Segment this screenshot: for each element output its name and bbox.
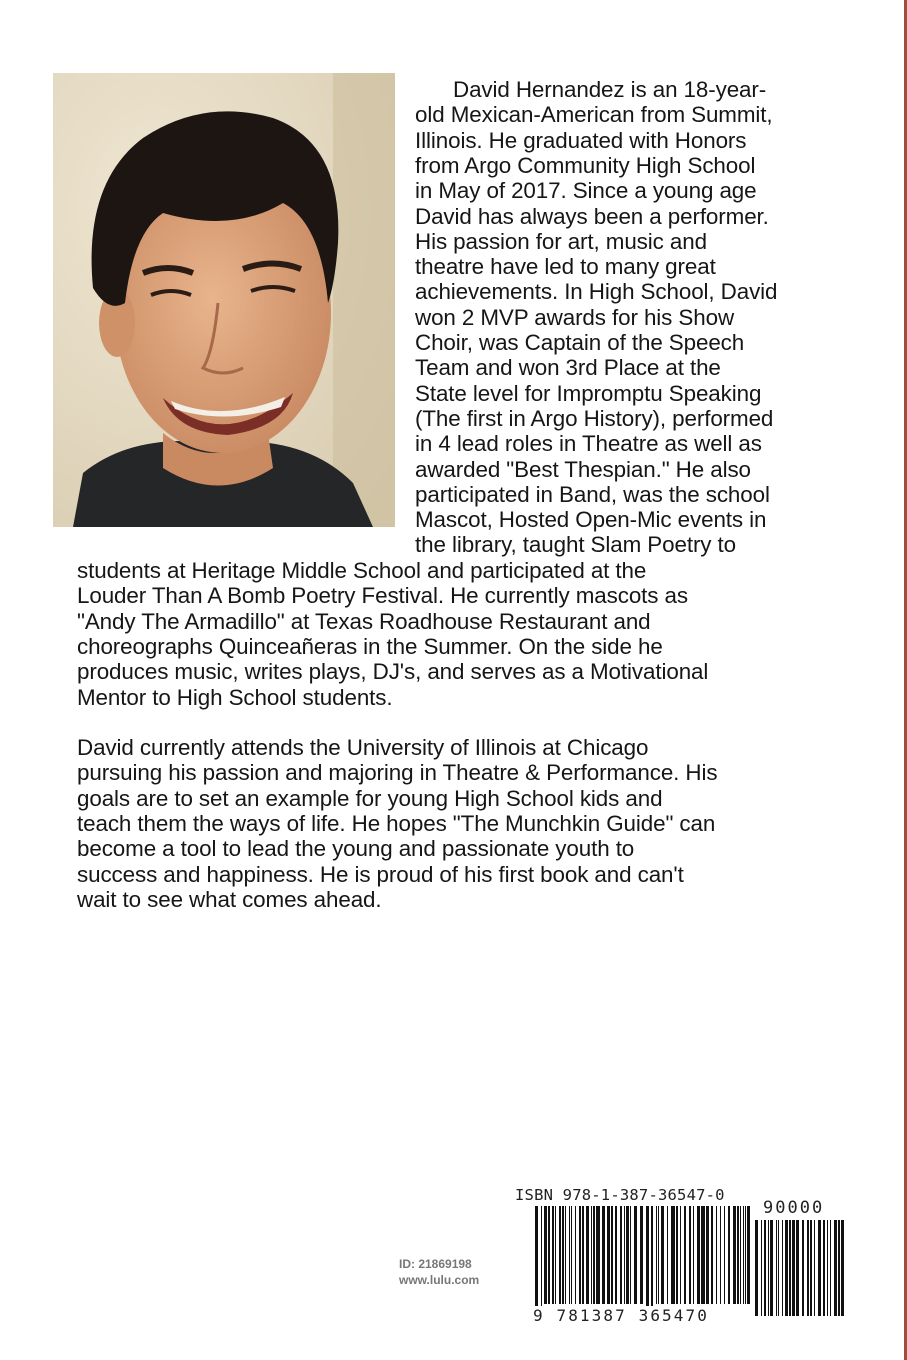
barcode-bar [743,1206,744,1304]
barcode-bar [697,1206,700,1304]
barcode-bar [693,1206,694,1304]
addon-bar [802,1220,804,1316]
bio-text-line: David currently attends the University of Illinois at Chicago [77,735,649,760]
barcode-bar [611,1206,613,1304]
barcode-bar [548,1206,550,1304]
bio-text-line: participated in Band, was the school [415,481,770,507]
barcode-bar [562,1206,564,1304]
barcode-bar [716,1206,717,1304]
addon-bar [796,1220,799,1316]
addon-bar [761,1220,762,1316]
barcode-bar [544,1206,547,1304]
barcode-bar [724,1206,725,1304]
barcode-bar [535,1206,538,1318]
barcode-bar [720,1206,721,1304]
addon-bar [814,1220,815,1316]
barcode-bar [747,1206,750,1304]
addon-bar [764,1220,766,1316]
barcode-bar [575,1206,576,1304]
bio-text-line: goals are to set an example for young High School kids and [77,785,663,811]
price-code: 90000 [763,1198,825,1218]
addon-bar [755,1220,758,1316]
addon-bar [792,1220,795,1316]
barcode-bar [733,1206,736,1304]
barcode-bar [711,1206,713,1304]
addon-bar [807,1220,809,1316]
addon-bar [782,1220,783,1316]
addon-bar [810,1220,812,1316]
barcode-bar [640,1206,643,1304]
barcode-bar [680,1206,681,1304]
barcode-bar [667,1206,668,1304]
barcode-bar [737,1206,739,1304]
barcode-bar [586,1206,589,1304]
addon-bar [827,1220,828,1316]
isbn-barcode [515,1186,845,1338]
bio-text-line: students at Heritage Middle School and participated at the [77,558,647,583]
bio-text-line: awarded "Best Thespian." He also [415,456,751,482]
barcode-bar [565,1206,566,1304]
barcode-bar [579,1206,581,1304]
addon-bar [770,1220,773,1316]
bio-text-line: Choir, was Captain of the Speech [415,330,745,355]
barcode-bar [607,1206,610,1304]
barcode-bar [624,1206,625,1304]
addon-bar [838,1220,840,1316]
barcode-bar [676,1206,678,1304]
barcode-bar [559,1206,561,1304]
bio-text-line: theatre have led to many great [415,254,716,280]
bio-text-line: His passion for art, music and [415,228,707,254]
barcode-bar [656,1206,657,1304]
addon-bar [834,1220,837,1316]
addon-bar [768,1220,769,1316]
bio-text-line: the library, taught Slam Poetry to [415,532,737,558]
bio-text-line: David has always been a performer. [415,203,769,229]
addon-bar [818,1220,821,1316]
bio-text-line: Mentor to High School students. [77,684,393,710]
barcode-bar [634,1206,637,1304]
bio-text-line: (The first in Argo History), performed [415,405,774,431]
bio-text-line: "Andy The Armadillo" at Texas Roadhouse Restaurant and [77,608,651,634]
bio-text-line: success and happiness. He is proud of his first book and can't [77,861,684,887]
bio-text-line: State level for Impromptu Speaking [415,380,762,406]
addon-bar [785,1220,788,1316]
addon-bar [776,1220,777,1316]
barcode-bar [651,1206,653,1318]
addon-bar [778,1220,779,1316]
bio-text-line: in 4 lead roles in Theatre as well as [415,431,762,457]
barcode-bar [728,1206,730,1304]
barcode-bar [701,1206,705,1304]
barcode-bar [671,1206,675,1304]
bio-text-line: choreographs Quinceañeras in the Summer. On the side he [77,633,663,659]
addon-bar [830,1220,831,1316]
barcode-bar [684,1206,686,1304]
bio-text-line: Illinois. He graduated with Honors [415,127,747,153]
bio-text-line: won 2 MVP awards for his Show [415,304,735,330]
lulu-url: www.lulu.com [399,1273,480,1287]
bio-text-line: Mascot, Hosted Open-Mic events in [415,507,767,533]
bio-text-line: teach them the ways of life. He hopes "The Munchkin Guide" can [77,810,716,836]
barcode-bar [596,1206,600,1304]
barcode-bar [661,1206,664,1304]
barcode-bar [541,1206,542,1318]
barcode-bar [593,1206,595,1304]
barcode-bar [630,1206,631,1304]
barcode-bar [658,1206,659,1304]
barcode-bar [615,1206,617,1304]
bio-text-line: David Hernandez is an 18-year- [453,77,767,102]
addon-barcode-bars [755,1220,845,1316]
bio-text-line: produces music, writes plays, DJ's, and serves as a Motivational [77,659,709,685]
barcode-bar [626,1206,629,1304]
barcode-bar [555,1206,556,1304]
ean-barcode-bars [535,1206,753,1318]
barcode-bar [569,1206,570,1304]
barcode-bar [602,1206,605,1304]
bio-text-line: Louder Than A Bomb Poetry Festival. He currently mascots as [77,583,688,609]
bio-text-line: pursuing his passion and majoring in Theatre & Performance. His [77,760,718,786]
isbn-label: ISBN 978-1-387-36547-0 [515,1186,725,1204]
bio-text-line: achievements. In High School, David [415,279,778,305]
bio-text-line: Team and won 3rd Place at the [415,355,721,381]
addon-bar [841,1220,844,1316]
addon-bar [789,1220,791,1316]
isbn-digits: 9 781387 365470 [533,1306,709,1325]
barcode-bar [591,1206,592,1304]
bio-text-line: become a tool to lead the young and passionate youth to [77,836,635,862]
barcode-bar [582,1206,584,1304]
barcode-bar [745,1206,746,1304]
barcode-bar [689,1206,691,1304]
barcode-bar [646,1206,649,1318]
barcode-bar [706,1206,709,1304]
lulu-id: ID: 21869198 [399,1257,472,1271]
barcode-bar [620,1206,622,1304]
bio-text-line: in May of 2017. Since a young age [415,178,757,204]
barcode-bar [571,1206,572,1304]
author-photo [53,73,395,527]
barcode-bar [552,1206,554,1304]
bio-text-line: old Mexican-American from Summit, [415,102,773,128]
addon-bar [823,1220,825,1316]
bio-text-line: from Argo Community High School [415,152,756,178]
bio-text-line: wait to see what comes ahead. [77,886,382,912]
barcode-bar [740,1206,741,1304]
